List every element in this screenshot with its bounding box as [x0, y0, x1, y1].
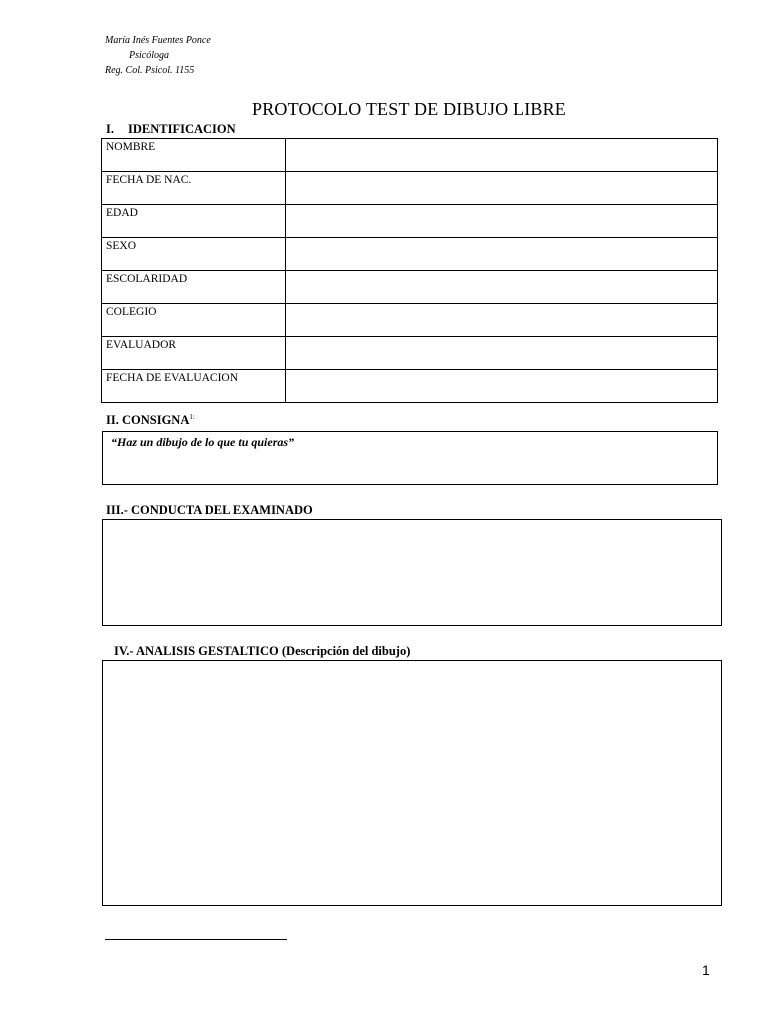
identification-row — [102, 304, 718, 337]
section-identificacion-heading — [106, 122, 236, 137]
field-label: COLEGIO — [102, 304, 286, 337]
identification-row — [102, 205, 718, 238]
consigna-box — [102, 431, 718, 485]
field-label: NOMBRE — [102, 139, 286, 172]
section-title: IDENTIFICACION — [128, 122, 236, 136]
field-label: SEXO — [102, 238, 286, 271]
author-header — [105, 33, 211, 78]
footnote-separator — [105, 939, 287, 940]
document-title: PROTOCOLO TEST DE DIBUJO LIBRE — [251, 99, 567, 119]
field-label: EDAD — [102, 205, 286, 238]
identification-row — [102, 172, 718, 205]
conducta-field[interactable] — [102, 519, 722, 626]
analisis-field[interactable] — [102, 660, 722, 906]
section-conducta-heading: III.- CONDUCTA DEL EXAMINADO — [106, 503, 313, 517]
section-title: II. CONSIGNA — [106, 413, 190, 428]
field-value[interactable] — [286, 205, 718, 238]
field-value[interactable] — [286, 172, 718, 205]
author-registration: Reg. Col. Psicol. 1155 — [105, 65, 195, 76]
author-profession: Psicóloga — [129, 50, 169, 61]
identification-row — [102, 337, 718, 370]
heading-suffix: : — [192, 413, 195, 421]
field-value[interactable] — [286, 370, 718, 403]
author-name: María Inés Fuentes Ponce — [105, 35, 211, 46]
identification-row — [102, 238, 718, 271]
identification-row — [102, 271, 718, 304]
section-consigna-heading — [106, 413, 195, 428]
field-label: FECHA DE NAC. — [102, 172, 286, 205]
field-value[interactable] — [286, 238, 718, 271]
consigna-text: “Haz un dibujo de lo que tu quieras” — [111, 435, 295, 449]
identification-row — [102, 139, 718, 172]
field-value[interactable] — [286, 304, 718, 337]
section-analisis-heading: IV.- ANALISIS GESTALTICO (Descripción del dibujo) — [114, 644, 411, 658]
page-number: 1 — [702, 962, 710, 978]
identification-row — [102, 370, 718, 403]
field-value[interactable] — [286, 271, 718, 304]
field-label: ESCOLARIDAD — [102, 271, 286, 304]
field-value[interactable] — [286, 337, 718, 370]
field-label: EVALUADOR — [102, 337, 286, 370]
identification-table — [101, 138, 718, 403]
footnote-reference: 1 — [189, 413, 193, 421]
field-value[interactable] — [286, 139, 718, 172]
field-label: FECHA DE EVALUACION — [102, 370, 286, 403]
section-number: I. — [106, 122, 114, 136]
